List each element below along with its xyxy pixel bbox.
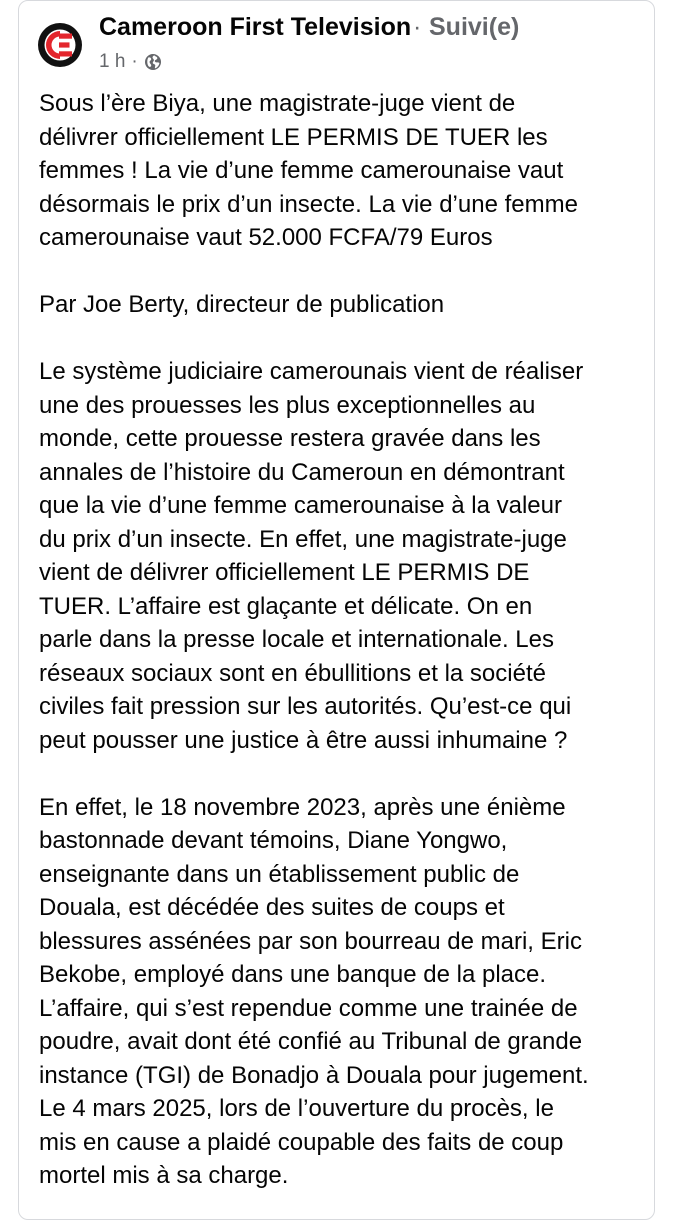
text-line: une des prouesses les plus exceptionnelles au [39, 391, 536, 419]
text-line: que la vie d’une femme camerounaise à la valeur [39, 492, 562, 519]
paragraph [39, 288, 651, 322]
text-line: femmes ! La vie d’une femme camerounaise vaut [39, 157, 564, 184]
text-line: Le système judiciaire camerounais vient de réaliser [39, 358, 584, 385]
text-line: peut pousser une justice à être aussi inhumaine ? [39, 726, 568, 754]
header-separator: · [413, 13, 422, 41]
text-line: désormais le prix d’un insecte. La vie d’une femme [39, 190, 578, 218]
text-line: vient de délivrer officiellement LE PERMIS DE [39, 559, 530, 586]
text-line: L’affaire, qui s’est rependue comme une trainée de [39, 994, 578, 1022]
globe-icon[interactable] [144, 53, 162, 71]
paragraph [39, 791, 651, 1193]
text-line: Bekobe, employé dans une banque de la place. [39, 961, 547, 988]
page-name-link[interactable]: Cameroon First Television [99, 13, 412, 41]
text-line: poudre, avait dont été confié au Tribunal de grande [39, 1028, 583, 1055]
meta-separator: · [131, 51, 138, 72]
text-line: monde, cette prouesse restera gravée dans les [39, 425, 541, 452]
text-line: du prix d’un insecte. En effet, une magistrate-juge [39, 525, 567, 553]
text-line: civiles fait pression sur les autorités. Qu’est-ce qui [39, 693, 572, 720]
text-line: mortel mis à sa charge. [39, 1162, 289, 1189]
text-line: délivrer officiellement LE PERMIS DE TUER les [39, 123, 548, 151]
post-body [39, 87, 651, 1226]
text-line: réseaux sociaux sont en ébullitions et la société [39, 659, 546, 687]
text-line: camerounaise vaut 52.000 FCFA/79 Euros [39, 224, 493, 251]
author-line: Par Joe Berty, directeur de publication [39, 291, 445, 318]
cameroon-first-television-logo-icon [38, 23, 82, 67]
text-line: Le 4 mars 2025, lors de l’ouverture du procès, le [39, 1095, 554, 1122]
text-line: Douala, est décédée des suites de coups et [39, 894, 505, 921]
post-header [19, 1, 654, 81]
text-line: instance (TGI) de Bonadjo à Douala pour jugement. [39, 1061, 589, 1089]
text-line: bastonnade devant témoins, Diane Yongwo, [39, 827, 508, 854]
text-line: TUER. L’affaire est glaçante et délicate. On en [39, 592, 533, 620]
text-line: blessures assénées par son bourreau de mari, Eric [39, 927, 582, 955]
text-line: En effet, le 18 novembre 2023, après une énième [39, 793, 566, 821]
text-line: Sous l’ère Biya, une magistrate-juge vient de [39, 90, 516, 117]
text-line: mis en cause a plaidé coupable des faits de coup [39, 1128, 564, 1156]
post-meta [99, 50, 162, 74]
post-card [18, 0, 655, 1220]
text-line: parle dans la presse locale et internationale. Les [39, 626, 554, 653]
post-timestamp[interactable]: 1 h [99, 51, 126, 72]
page-avatar[interactable] [38, 23, 82, 67]
text-line: annales de l’histoire du Cameroun en démontrant [39, 458, 565, 486]
paragraph [39, 87, 651, 255]
paragraph [39, 355, 651, 757]
text-line: enseignante dans un établissement public de [39, 860, 520, 888]
follow-status-button[interactable]: Suivi(e) [429, 13, 520, 41]
